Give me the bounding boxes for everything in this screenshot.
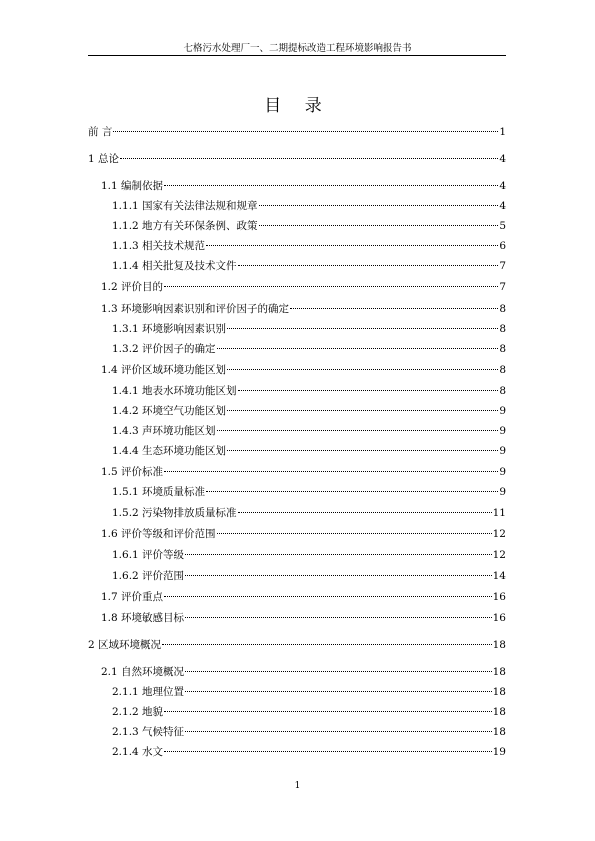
toc-leader-dots — [206, 491, 498, 492]
toc-entry-label: 1.7 评价重点 — [101, 591, 164, 603]
toc-entry-page: 19 — [492, 746, 506, 758]
toc-entry[interactable] — [101, 665, 506, 679]
toc-entry-page: 16 — [492, 612, 506, 624]
toc-entry-page: 8 — [499, 323, 506, 335]
toc-entry-page: 8 — [499, 303, 506, 315]
toc-entry-page: 8 — [499, 343, 506, 355]
toc-entry[interactable] — [112, 705, 506, 719]
toc-entry-page: 14 — [492, 570, 506, 582]
toc-leader-dots — [185, 731, 492, 732]
running-header: 七格污水处理厂一、二期提标改造工程环境影响报告书 — [183, 43, 412, 54]
toc-entry-label: 前 言 — [88, 126, 113, 138]
toc-entry-label: 2 区域环境概况 — [88, 639, 162, 651]
toc-entry-label: 1.6 评价等级和评价范围 — [101, 528, 216, 540]
toc-entry-label: 1.3.2 评价因子的确定 — [112, 343, 216, 355]
toc-entry-label: 1.1 编制依据 — [101, 180, 164, 192]
toc-entry-label: 1.3 环境影响因素识别和评价因子的确定 — [101, 303, 290, 315]
toc-entry[interactable] — [112, 384, 506, 398]
toc-leader-dots — [164, 711, 492, 712]
toc-entry[interactable] — [101, 527, 506, 541]
toc-entry[interactable] — [88, 125, 506, 139]
toc-leader-dots — [227, 369, 498, 370]
toc-leader-dots — [164, 751, 492, 752]
toc-entry[interactable] — [101, 302, 506, 316]
toc-entry[interactable] — [101, 363, 506, 377]
toc-entry-page: 8 — [499, 385, 506, 397]
toc-entry-page: 18 — [492, 639, 506, 651]
toc-entry-label: 2.1.4 水文 — [112, 746, 164, 758]
toc-entry[interactable] — [101, 611, 506, 625]
toc-entry-label: 1.5.2 污染物排放质量标准 — [112, 507, 237, 519]
toc-entry-label: 1.2 评价目的 — [101, 281, 164, 293]
toc-entry-label: 1.6.1 评价等级 — [112, 549, 185, 561]
toc-leader-dots — [259, 225, 499, 226]
toc-entry-label: 2.1.2 地貌 — [112, 706, 164, 718]
toc-entry[interactable] — [112, 199, 506, 213]
toc-entry-page: 9 — [499, 486, 506, 498]
toc-entry[interactable] — [112, 485, 506, 499]
toc-entry-label: 2.1.3 气候特征 — [112, 726, 185, 738]
toc-entry-page: 9 — [499, 445, 506, 457]
toc-entry-page: 8 — [499, 364, 506, 376]
toc-entry-label: 1.4.4 生态环境功能区划 — [112, 445, 227, 457]
toc-entry[interactable] — [112, 444, 506, 458]
toc-entry-label: 1.1.3 相关技术规范 — [112, 240, 206, 252]
toc-entry[interactable] — [101, 590, 506, 604]
toc-entry-label: 1.6.2 评价范围 — [112, 570, 185, 582]
toc-entry-label: 1.5 评价标准 — [101, 466, 164, 478]
toc-entry-page: 18 — [492, 726, 506, 738]
toc-entry-page: 16 — [492, 591, 506, 603]
toc-leader-dots — [185, 691, 492, 692]
toc-entry[interactable] — [101, 280, 506, 294]
toc-entry-page: 18 — [492, 686, 506, 698]
toc-entry[interactable] — [112, 569, 506, 583]
toc-leader-dots — [185, 554, 492, 555]
toc-entry[interactable] — [112, 219, 506, 233]
toc-leader-dots — [162, 644, 492, 645]
toc-leader-dots — [185, 671, 492, 672]
toc-entry-page: 4 — [499, 200, 506, 212]
toc-entry-label: 1.4.3 声环境功能区划 — [112, 425, 216, 437]
toc-entry-label: 1.1.4 相关批复及技术文件 — [112, 260, 237, 272]
toc-entry-label: 2.1 自然环境概况 — [101, 666, 185, 678]
toc-leader-dots — [217, 430, 499, 431]
toc-entry[interactable] — [112, 322, 506, 336]
toc-entry-page: 12 — [492, 549, 506, 561]
toc-entry[interactable] — [112, 259, 506, 273]
toc-entry-label: 2.1.1 地理位置 — [112, 686, 185, 698]
toc-entry-page: 11 — [492, 507, 506, 519]
toc-entry-page: 7 — [499, 281, 506, 293]
toc-leader-dots — [164, 286, 498, 287]
toc-entry-page: 9 — [499, 466, 506, 478]
toc-leader-dots — [290, 308, 498, 309]
toc-leader-dots — [227, 328, 498, 329]
toc-entry-page: 4 — [499, 153, 506, 165]
toc-entry-label: 1.4.1 地表水环境功能区划 — [112, 385, 237, 397]
toc-entry[interactable] — [112, 404, 506, 418]
toc-entry-label: 1 总论 — [88, 153, 120, 165]
header-rule — [88, 55, 506, 56]
toc-leader-dots — [238, 512, 492, 513]
toc-entry[interactable] — [112, 239, 506, 253]
toc-entry-page: 9 — [499, 405, 506, 417]
toc-entry[interactable] — [112, 745, 506, 759]
toc-entry-page: 4 — [499, 180, 506, 192]
toc-leader-dots — [164, 471, 498, 472]
toc-entry[interactable] — [101, 179, 506, 193]
toc-leader-dots — [164, 596, 492, 597]
toc-entry-page: 18 — [492, 706, 506, 718]
toc-entry[interactable] — [112, 725, 506, 739]
page-number: 1 — [294, 781, 301, 791]
toc-entry-page: 1 — [499, 126, 506, 138]
toc-leader-dots — [217, 533, 492, 534]
toc-leader-dots — [113, 131, 498, 132]
toc-entry-label: 1.3.1 环境影响因素识别 — [112, 323, 227, 335]
toc-leader-dots — [164, 185, 498, 186]
toc-entry-label: 1.4 评价区域环境功能区划 — [101, 364, 227, 376]
toc-entry[interactable] — [112, 342, 506, 356]
toc-entry-label: 1.5.1 环境质量标准 — [112, 486, 206, 498]
toc-entry[interactable] — [112, 548, 506, 562]
toc-leader-dots — [185, 617, 492, 618]
toc-entry[interactable] — [112, 506, 506, 520]
toc-entry-page: 18 — [492, 666, 506, 678]
toc-leader-dots — [259, 205, 499, 206]
toc-leader-dots — [227, 450, 498, 451]
toc-entry-page: 7 — [499, 260, 506, 272]
toc-leader-dots — [120, 158, 498, 159]
toc-entry-label: 1.8 环境敏感目标 — [101, 612, 185, 624]
toc-leader-dots — [206, 245, 498, 246]
toc-entry-page: 12 — [492, 528, 506, 540]
toc-entry-label: 1.1.2 地方有关环保条例、政策 — [112, 220, 258, 232]
toc-entry-page: 6 — [499, 240, 506, 252]
toc-leader-dots — [185, 575, 492, 576]
toc-leader-dots — [238, 390, 499, 391]
toc-leader-dots — [227, 410, 498, 411]
toc-entry[interactable] — [112, 685, 506, 699]
toc-entry-page: 5 — [499, 220, 506, 232]
toc-entry-label: 1.1.1 国家有关法律法规和规章 — [112, 200, 258, 212]
toc-entry[interactable] — [101, 465, 506, 479]
toc-entry-page: 9 — [499, 425, 506, 437]
page-title: 目 录 — [264, 96, 331, 116]
toc-leader-dots — [238, 265, 499, 266]
toc-entry[interactable] — [88, 638, 506, 652]
toc-entry[interactable] — [88, 152, 506, 166]
toc-entry[interactable] — [112, 424, 506, 438]
toc-leader-dots — [217, 348, 499, 349]
toc-entry-label: 1.4.2 环境空气功能区划 — [112, 405, 227, 417]
